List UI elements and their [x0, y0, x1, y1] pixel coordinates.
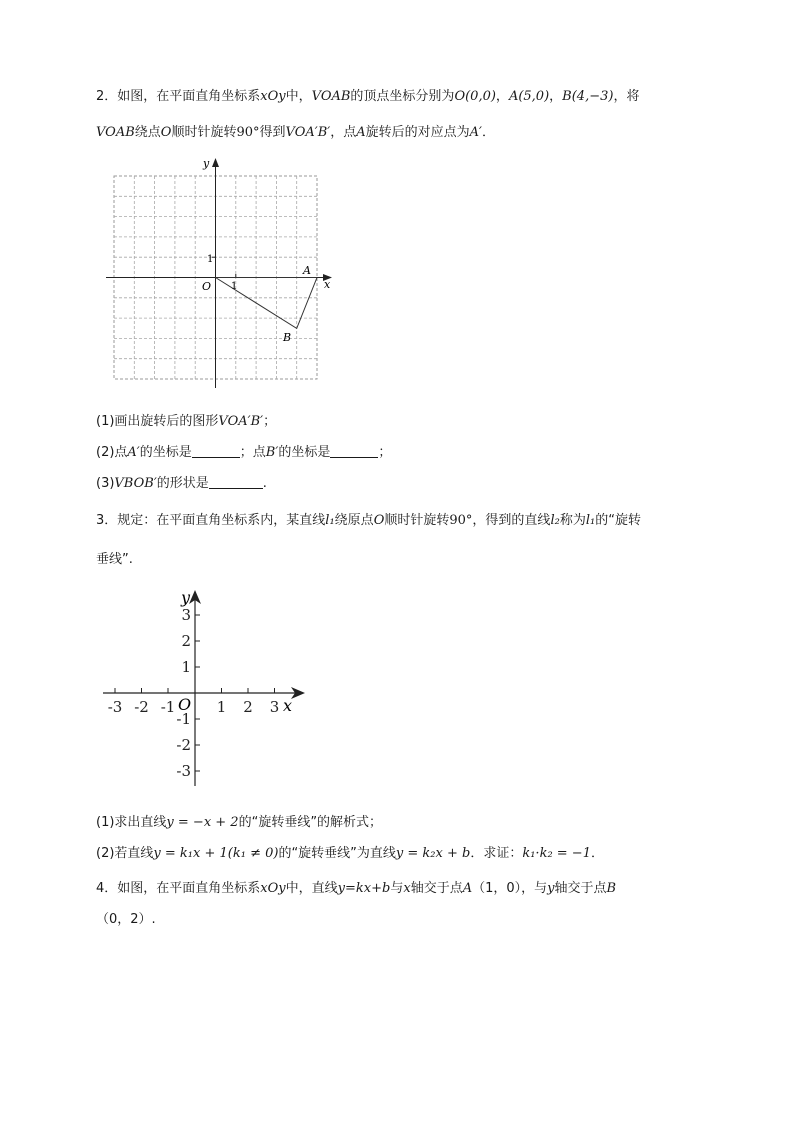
y-tick-label: 2	[181, 632, 191, 650]
q2-mid: 中，	[285, 89, 312, 104]
q4-text: 与	[390, 881, 404, 896]
q3-sub2-text: 的“旋转垂线”为直线	[278, 846, 396, 861]
q2-sub2-text: 的坐标是	[139, 445, 192, 460]
x-tick-labels	[108, 698, 280, 716]
q3-sub2-equation: k₁·k₂ = −1	[522, 846, 591, 861]
q2-sub2-text: ；点	[239, 445, 266, 460]
y-tick-label: 3	[181, 606, 191, 624]
q3-line-symbol: l₁	[585, 513, 596, 528]
q4-point-label: A	[462, 881, 473, 896]
q2-triangle: VOAB	[96, 125, 135, 140]
q4-axis-symbol: x	[403, 881, 411, 896]
q4-text: 轴交于点	[410, 881, 463, 896]
q2-text: 绕点	[134, 125, 161, 140]
q3-sub2	[96, 845, 604, 863]
q2-end: ，将	[613, 89, 640, 104]
q2-point-b: B(4,−3)	[562, 89, 614, 104]
x-tick-label: 3	[269, 698, 280, 716]
answer-blank[interactable]	[192, 445, 240, 458]
q4-line-1	[96, 880, 616, 898]
q3-line-symbol: l₂	[550, 513, 560, 528]
q2-vertex-text: 的顶点坐标分别为	[350, 89, 455, 104]
q3-line-2	[96, 551, 133, 569]
x-unit-label: 1	[231, 281, 238, 292]
q3-sub1	[96, 814, 382, 832]
q2-sep: ，	[495, 89, 509, 104]
q2-sub2-text: (2)点	[96, 445, 128, 460]
y-tick-label: -1	[176, 710, 191, 728]
q2-angle: 90°	[236, 125, 260, 140]
q2-sub2-point: A′	[127, 445, 140, 460]
q3-text: 的“旋转	[595, 513, 641, 528]
x-tick-label: 1	[216, 698, 227, 716]
q2-sub3-text: (3)	[96, 476, 115, 491]
q3-text: 垂线”.	[96, 552, 133, 567]
q2-sub2	[96, 444, 391, 462]
q4-coord-sys: xOy	[260, 881, 286, 896]
y-tick-label: 1	[181, 658, 191, 676]
q2-number: 2．	[96, 89, 118, 104]
q3-angle: 90°	[449, 513, 473, 528]
q2-sub3	[96, 475, 267, 493]
q2-text: ．	[481, 125, 495, 140]
y-axis-label: y	[181, 588, 191, 607]
y-tick-label: -3	[176, 762, 191, 780]
origin-label: O	[178, 695, 192, 714]
q2-text: ，点	[330, 125, 357, 140]
q3-axis-figure	[100, 586, 312, 794]
q3-sub2-text: ．求证：	[470, 846, 523, 861]
q4-point-label: B	[606, 881, 617, 896]
q3-number: 3．	[96, 513, 118, 528]
q3-sub1-equation: y = −x + 2	[166, 815, 239, 830]
q4-line-2	[96, 911, 156, 929]
q4-line-equation: y=kx+b	[337, 881, 391, 896]
x-axis-label: x	[324, 278, 331, 291]
q2-point-label: O	[160, 125, 172, 140]
q2-sub2-text: ；	[378, 445, 392, 460]
x-axis-label: x	[283, 696, 293, 715]
q3-text: 规定：在平面直角坐标系内，某直线	[117, 513, 326, 528]
q2-intro: 如图，在平面直角坐标系	[117, 89, 261, 104]
q3-text: 绕原点	[334, 513, 374, 528]
q2-sub1-text: (1)画出旋转后的图形	[96, 414, 219, 429]
q4-text: 轴交于点	[554, 881, 607, 896]
q3-sub1-text: 的“旋转垂线”的解析式；	[238, 815, 383, 830]
y-axis-label: y	[203, 157, 210, 170]
q2-line-1	[96, 88, 639, 106]
q2-triangle: VOAB	[311, 89, 351, 104]
q4-text: （1，0），与	[472, 881, 548, 896]
q3-sub2-equation: y = k₁x + 1(k₁ ≠ 0)	[153, 846, 279, 861]
q2-text: 得到	[259, 125, 286, 140]
q2-sub1-end: ；	[263, 414, 277, 429]
x-tick-label: 2	[243, 698, 253, 716]
q4-text: 中，直线	[285, 881, 338, 896]
q2-point-o: O(0,0)	[454, 89, 496, 104]
point-b-label: B	[283, 331, 292, 344]
q2-sub3-triangle: VBOB′	[114, 476, 157, 491]
q4-text: （0，2）.	[96, 912, 156, 927]
y-tick-label: -2	[176, 736, 191, 754]
q3-text: ，得到的直线	[472, 513, 551, 528]
q3-sub2-equation: y = k₂x + b	[395, 846, 471, 861]
q4-text: 如图，在平面直角坐标系	[117, 881, 261, 896]
q2-point-label: A′	[469, 125, 482, 140]
q2-sub2-text: 的坐标是	[278, 445, 331, 460]
q2-point-label: A	[356, 125, 366, 140]
x-tick-label: -3	[107, 698, 123, 716]
point-a-label: A	[303, 264, 311, 277]
x-tick-label: -2	[134, 698, 149, 716]
q3-text: 顺时针旋转	[384, 513, 450, 528]
q3-line-symbol: l₁	[325, 513, 335, 528]
q3-sub1-text: (1)求出直线	[96, 815, 167, 830]
q4-number: 4．	[96, 881, 118, 896]
y-axis-arrow	[212, 158, 219, 167]
q2-sub1-triangle: VOA′B′	[218, 414, 264, 429]
origin-label: O	[202, 280, 212, 293]
q4-axis-symbol: y	[547, 881, 555, 896]
answer-blank[interactable]	[330, 445, 378, 458]
q2-coord-sys: xOy	[260, 89, 286, 104]
q3-sub2-text: (2)若直线	[96, 846, 154, 861]
q2-line-2	[96, 124, 495, 142]
q2-sub3-text: 的形状是	[156, 476, 209, 491]
q2-text: 旋转后的对应点为	[365, 125, 470, 140]
q2-sub3-text: .	[262, 476, 267, 491]
answer-blank[interactable]	[209, 476, 263, 489]
q2-grid-figure	[100, 152, 340, 392]
q3-sub2-text: ．	[590, 846, 604, 861]
q2-sub2-point: B′	[265, 445, 279, 460]
q2-text: 顺时针旋转	[171, 125, 237, 140]
q2-triangle-rotated: VOA′B′	[285, 125, 331, 140]
q3-text: 称为	[559, 513, 586, 528]
x-tick-label: -1	[160, 698, 176, 716]
q2-sub1	[96, 413, 276, 431]
q2-point-a: A(5,0)	[508, 89, 550, 104]
y-unit-label: 1	[207, 254, 214, 265]
q3-line-1	[96, 512, 641, 530]
q3-point-label: O	[373, 513, 385, 528]
q2-sep: ，	[549, 89, 563, 104]
